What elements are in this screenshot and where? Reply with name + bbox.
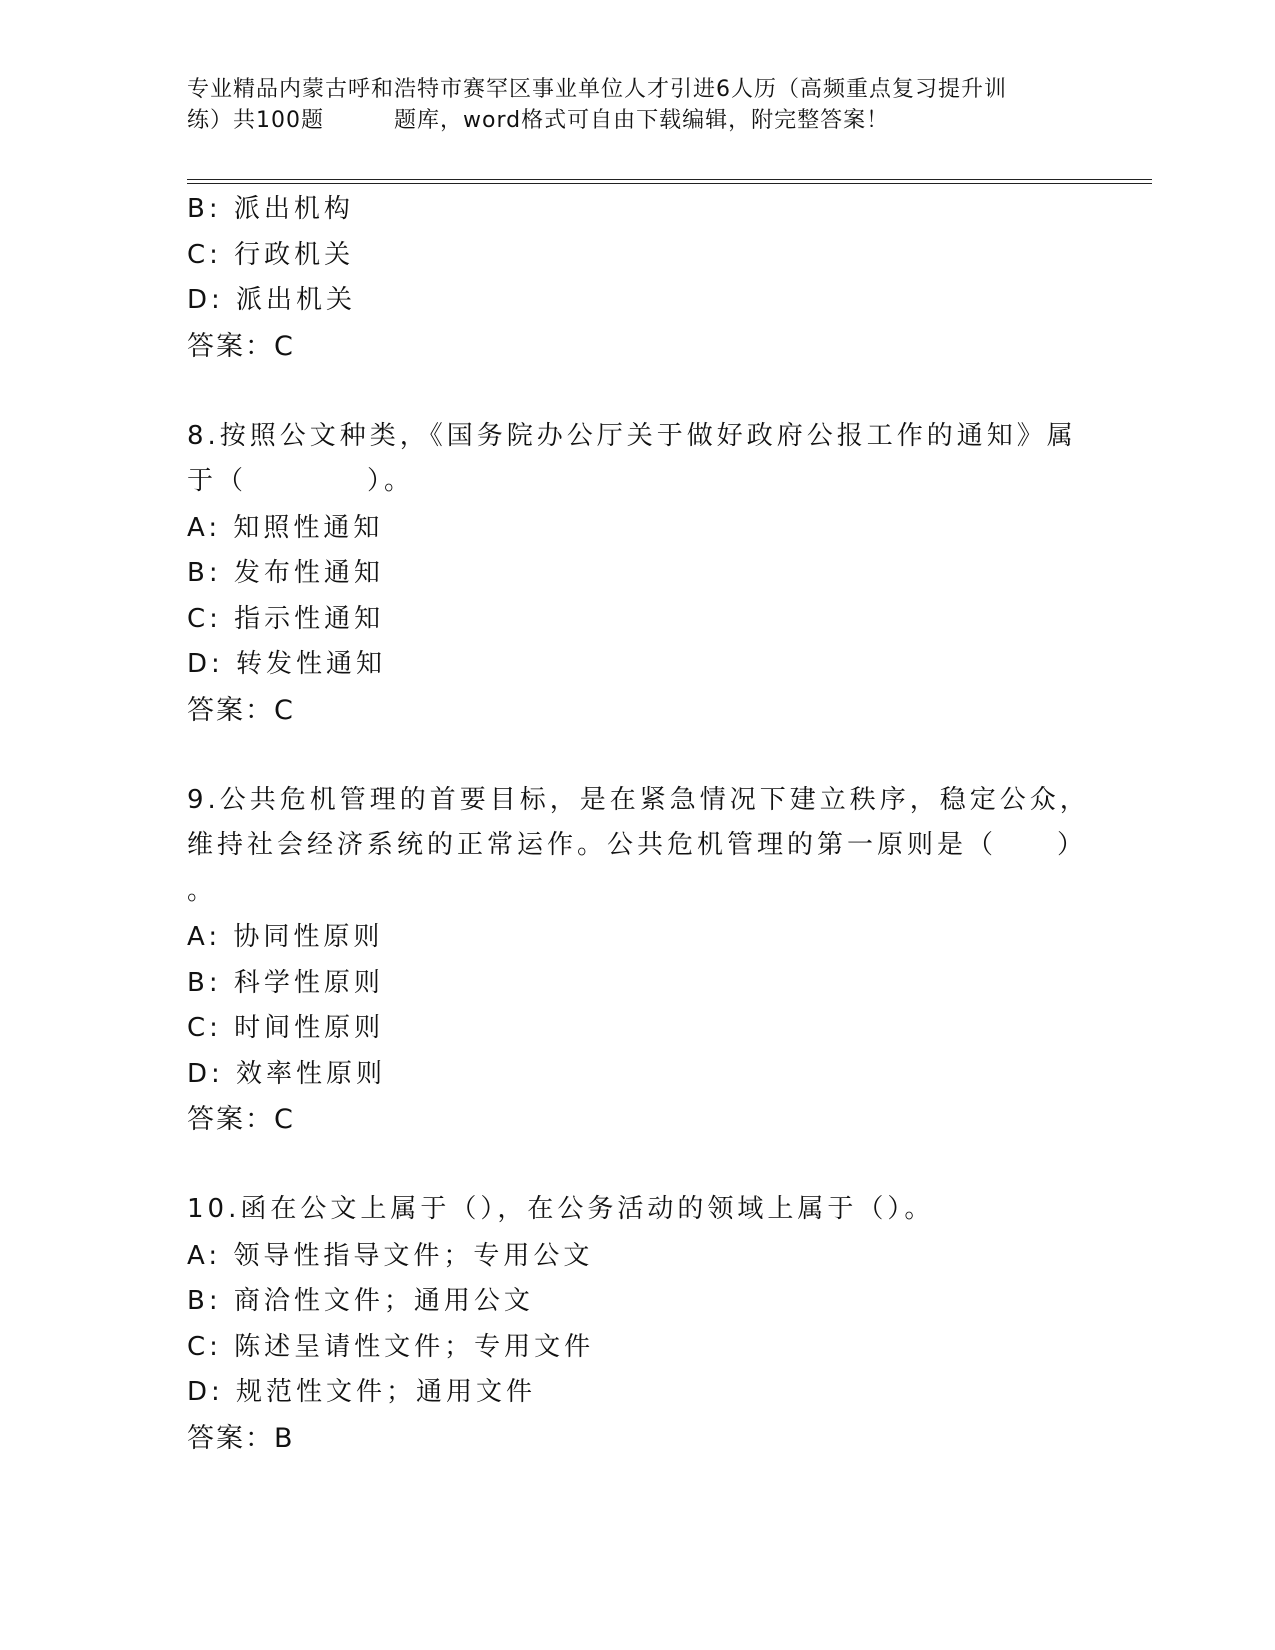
question-text-line: 。 bbox=[187, 875, 218, 906]
question-text-line: 9.公共危机管理的首要目标，是在紧急情况下建立秩序，稳定公众， bbox=[187, 784, 1090, 815]
option-c: C: 陈述呈请性文件；专用文件 bbox=[187, 1331, 595, 1362]
option-a: A: 知照性通知 bbox=[187, 512, 384, 543]
answer: 答案：C bbox=[187, 1104, 295, 1135]
question-text-line: 10.函在公文上属于（），在公务活动的领域上属于（）。 bbox=[187, 1194, 935, 1224]
header-divider-top bbox=[187, 179, 1152, 180]
option-c: C: 行政机关 bbox=[187, 239, 355, 270]
option-a: A: 协同性原则 bbox=[187, 922, 384, 952]
option-d: D: 派出机关 bbox=[187, 285, 357, 315]
answer: 答案：B bbox=[187, 1422, 295, 1454]
answer: 答案：C bbox=[187, 694, 295, 726]
option-c: C: 指示性通知 bbox=[187, 603, 385, 634]
question-7-continuation bbox=[187, 187, 1087, 369]
option-b: B: 商洽性文件；通用公文 bbox=[187, 1286, 534, 1316]
question-text-line: 于（ ）。 bbox=[187, 466, 415, 496]
header-line-1: 专业精品内蒙古呼和浩特市赛罕区事业单位人才引进6人历（高频重点复习提升训 bbox=[187, 77, 1007, 102]
option-d: D: 转发性通知 bbox=[187, 649, 387, 679]
header-line-2 bbox=[187, 105, 1087, 136]
option-b: B: 科学性原则 bbox=[187, 967, 384, 998]
question-text-line: 维持社会经济系统的正常运作。公共危机管理的第一原则是（ ） bbox=[187, 830, 1088, 860]
option-c: C: 时间性原则 bbox=[187, 1013, 385, 1043]
option-b: B: 发布性通知 bbox=[187, 558, 384, 588]
option-b: B: 派出机构 bbox=[187, 194, 354, 224]
header-line-2-part-1: 练）共100题 bbox=[187, 108, 324, 133]
header-line-2-part-2: 题库，word格式可自由下载编辑，附完整答案！ bbox=[394, 108, 890, 133]
option-d: D: 规范性文件；通用文件 bbox=[187, 1377, 537, 1407]
document-body bbox=[187, 187, 1090, 1461]
question-text-line: 8.按照公文种类，《国务院办公厅关于做好政府公报工作的通知》属 bbox=[187, 420, 1077, 451]
option-d: D: 效率性原则 bbox=[187, 1058, 387, 1089]
question-10 bbox=[187, 1188, 1087, 1461]
question-9 bbox=[187, 779, 1090, 1143]
option-a: A: 领导性指导文件；专用公文 bbox=[187, 1240, 594, 1271]
document-header bbox=[187, 74, 1087, 136]
header-divider-bottom bbox=[187, 183, 1152, 184]
question-8 bbox=[187, 415, 1087, 734]
answer: 答案：C bbox=[187, 330, 295, 362]
